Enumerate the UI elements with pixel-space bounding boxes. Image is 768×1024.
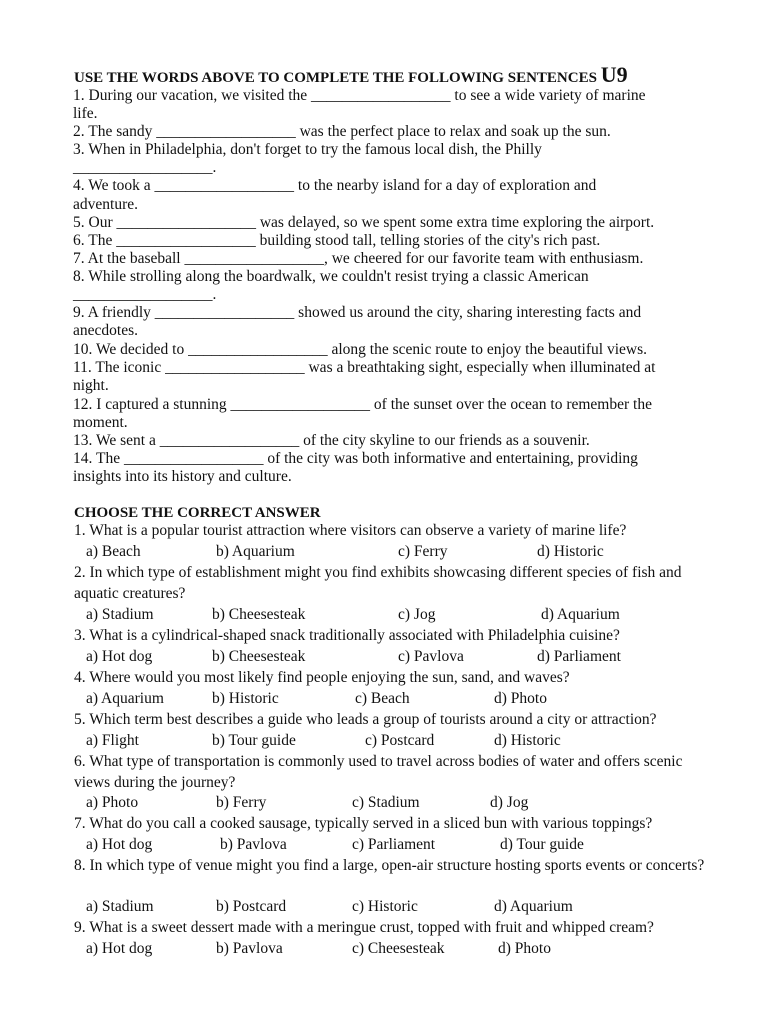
- question-text: 7. What do you call a cooked sausage, typically served in a sliced bun with various toppings?: [74, 815, 653, 832]
- answer-option-b: b) Ferry: [216, 794, 267, 811]
- answer-option-b: b) Pavlova: [216, 940, 283, 957]
- fill-line: 2. The sandy __________________ was the perfect place to relax and soak up the sun.: [73, 123, 611, 140]
- answer-option-b: b) Postcard: [216, 898, 287, 915]
- question-text: 4. Where would you most likely find people enjoying the sun, sand, and waves?: [74, 669, 570, 686]
- answer-option-d: d) Tour guide: [500, 836, 584, 853]
- answer-option-d: d) Photo: [494, 690, 547, 707]
- answer-option-c: c) Parliament: [352, 836, 436, 853]
- answer-option-a: a) Stadium: [86, 606, 154, 623]
- fill-line: 9. A friendly __________________ showed us around the city, sharing interesting facts and: [73, 304, 642, 321]
- question-text: 1. What is a popular tourist attraction where visitors can observe a variety of marine life?: [74, 522, 627, 539]
- fill-line: 3. When in Philadelphia, don't forget to try the famous local dish, the Philly: [73, 141, 542, 158]
- fill-line: 4. We took a __________________ to the nearby island for a day of exploration and: [73, 177, 597, 194]
- answer-option-b: b) Pavlova: [220, 836, 287, 853]
- answer-option-a: a) Aquarium: [86, 690, 164, 707]
- section1-heading-text: USE THE WORDS ABOVE TO COMPLETE THE FOLLOWING SENTENCES: [74, 70, 597, 86]
- question-text: 9. What is a sweet dessert made with a meringue crust, topped with fruit and whipped cream?: [74, 919, 654, 936]
- fill-line: __________________.: [73, 286, 217, 303]
- question-text: 3. What is a cylindrical-shaped snack traditionally associated with Philadelphia cuisine?: [74, 627, 620, 644]
- fill-line: __________________.: [73, 159, 217, 176]
- answer-option-c: c) Pavlova: [398, 648, 464, 665]
- answer-option-a: a) Hot dog: [86, 836, 153, 853]
- answer-option-d: d) Aquarium: [494, 898, 573, 915]
- fill-line: 1. During our vacation, we visited the __________________ to see a wide variety of marine: [73, 87, 646, 104]
- fill-line: 10. We decided to __________________ along the scenic route to enjoy the beautiful views.: [73, 341, 647, 358]
- answer-option-d: d) Photo: [498, 940, 551, 957]
- fill-line: 8. While strolling along the boardwalk, we couldn't resist trying a classic American: [73, 268, 589, 285]
- answer-option-d: d) Parliament: [537, 648, 621, 665]
- answer-option-c: c) Historic: [352, 898, 418, 915]
- fill-line: moment.: [73, 414, 128, 431]
- question-text: 8. In which type of venue might you find a large, open-air structure hosting sports events or concerts?: [74, 857, 705, 874]
- answer-option-d: d) Aquarium: [541, 606, 620, 623]
- fill-line: life.: [73, 105, 98, 122]
- answer-option-c: c) Ferry: [398, 543, 448, 560]
- answer-option-b: b) Aquarium: [216, 543, 295, 560]
- fill-line: adventure.: [73, 196, 138, 213]
- question-text: 2. In which type of establishment might you find exhibits showcasing different species of fish and aquatic creatures?: [74, 564, 682, 602]
- answer-option-b: b) Cheesesteak: [212, 648, 306, 665]
- unit-label: U9: [600, 62, 628, 87]
- answer-option-c: c) Jog: [398, 606, 436, 623]
- answer-option-a: a) Hot dog: [86, 648, 153, 665]
- fill-line: 13. We sent a __________________ of the city skyline to our friends as a souvenir.: [73, 432, 590, 449]
- question-text: 5. Which term best describes a guide who leads a group of tourists around a city or attraction?: [74, 711, 657, 728]
- answer-option-d: d) Historic: [537, 543, 604, 560]
- answer-option-c: c) Stadium: [352, 794, 420, 811]
- answer-option-a: a) Flight: [86, 732, 139, 749]
- answer-option-a: a) Photo: [86, 794, 139, 811]
- fill-line: 6. The __________________ building stood tall, telling stories of the city's rich past.: [73, 232, 601, 249]
- fill-line: 5. Our __________________ was delayed, so we spent some extra time exploring the airport.: [73, 214, 655, 231]
- answer-option-c: c) Postcard: [365, 732, 435, 749]
- answer-option-a: a) Beach: [86, 543, 141, 560]
- answer-option-a: a) Hot dog: [86, 940, 153, 957]
- answer-option-b: b) Tour guide: [212, 732, 296, 749]
- fill-line: 11. The iconic __________________ was a breathtaking sight, especially when illuminated at: [73, 359, 656, 376]
- answer-option-c: c) Cheesesteak: [352, 940, 445, 957]
- answer-option-d: d) Jog: [490, 794, 529, 811]
- fill-line: 7. At the baseball __________________, we cheered for our favorite team with enthusiasm.: [73, 250, 644, 267]
- section1-heading: [74, 62, 628, 87]
- fill-line: night.: [73, 377, 109, 394]
- answer-option-b: b) Historic: [212, 690, 279, 707]
- answer-option-d: d) Historic: [494, 732, 561, 749]
- answer-option-c: c) Beach: [355, 690, 410, 707]
- fill-line: anecdotes.: [73, 322, 138, 339]
- answer-option-b: b) Cheesesteak: [212, 606, 306, 623]
- question-text: 6. What type of transportation is commonly used to travel across bodies of water and offers scenic views during the journey?: [74, 753, 683, 791]
- fill-line: 14. The __________________ of the city was both informative and entertaining, providing: [73, 450, 638, 467]
- section2-heading: CHOOSE THE CORRECT ANSWER: [74, 505, 321, 521]
- answer-option-a: a) Stadium: [86, 898, 154, 915]
- fill-line: insights into its history and culture.: [73, 468, 292, 485]
- fill-line: 12. I captured a stunning __________________ of the sunset over the ocean to remember the: [73, 396, 652, 413]
